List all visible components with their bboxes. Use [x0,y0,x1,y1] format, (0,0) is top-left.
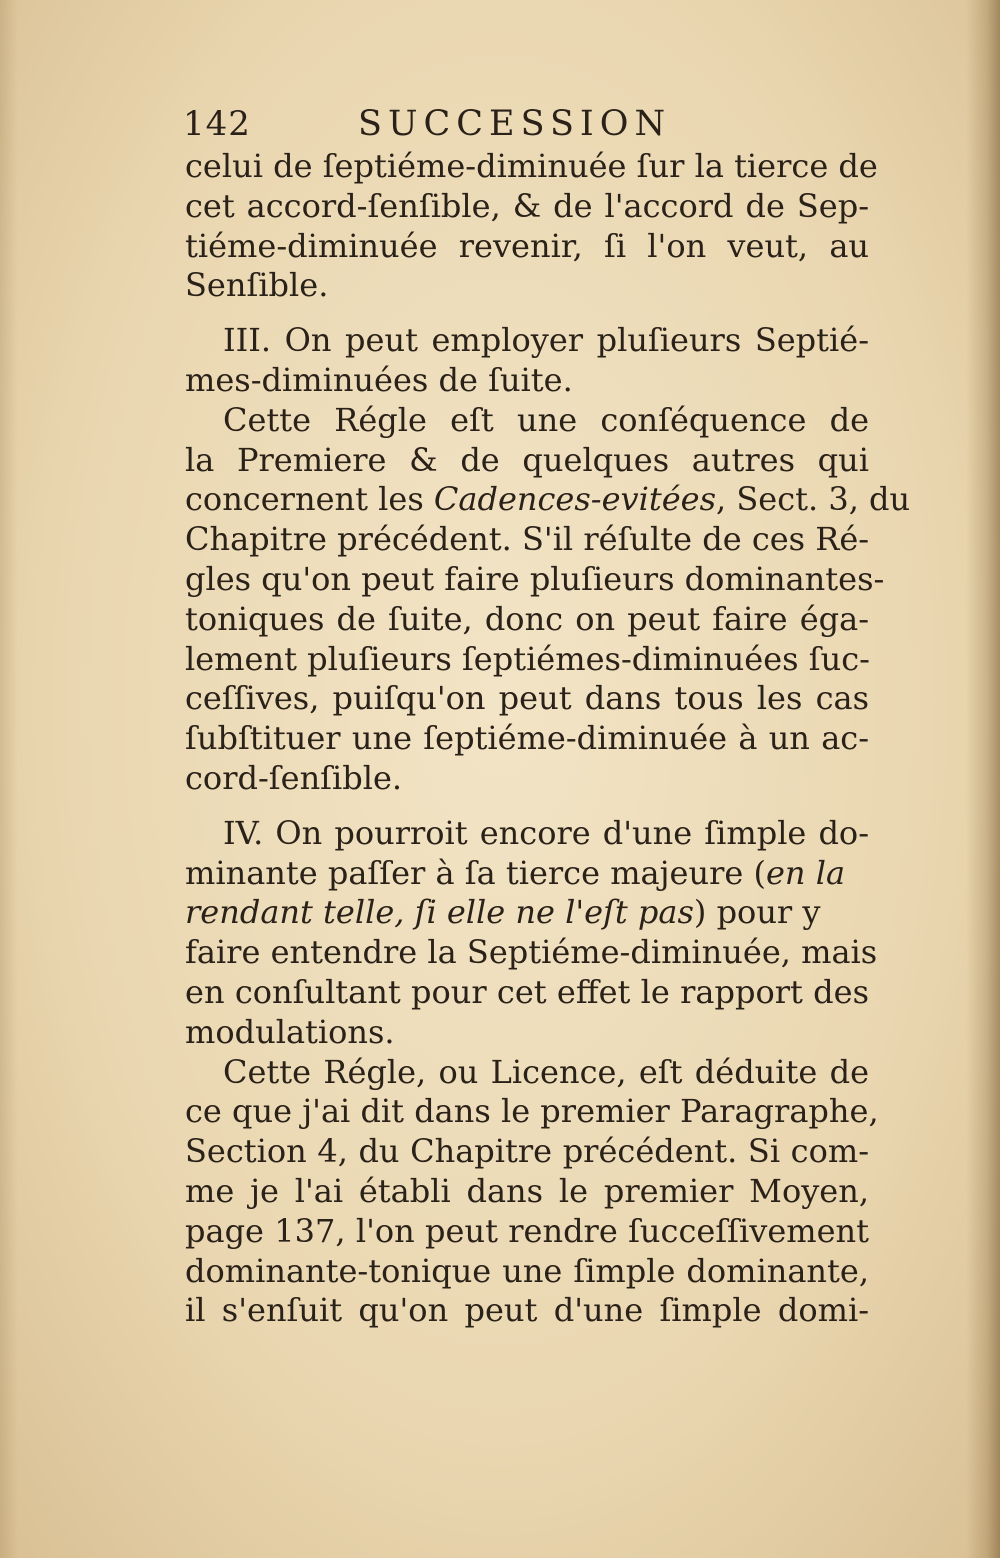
text-line: mes-diminuées de ſuite. [185,360,573,399]
page-edge-shadow-right [966,0,1000,1558]
text-line: rendant telle, ſi elle ne l'eſt pas) pour y [185,893,821,932]
text-line: cord-ſenſible. [185,758,403,797]
text-line: me je l'ai établi dans le premier Moyen, [185,1171,869,1210]
italic-phrase: rendant telle, ſi elle ne l'eſt pas [185,893,694,932]
text-line: cet accord-ſenſible, & de l'accord de Sep- [185,186,869,225]
running-title: SUCCESSION [358,104,672,144]
page-edge-shadow-left [0,0,18,1558]
text-line: lement pluſieurs ſeptiémes-diminuées ſuc- [185,639,870,678]
text-line: page 137, l'on peut rendre ſucceſſivement [185,1211,869,1250]
text-line: faire entendre la Septiéme-diminuée, mais [185,933,878,972]
text-line: ce que j'ai dit dans le premier Paragraphe, [185,1092,879,1131]
text-line: celui de ſeptiéme-diminuée ſur la tierce de [185,147,878,185]
text-line: Senſible. [185,266,329,305]
text-line: tiéme-diminuée revenir, ſi l'on veut, au [185,226,869,265]
text-line: minante paſſer à ſa tierce majeure (en la [185,853,846,892]
text-line: Cette Régle eſt une conſéquence de [223,400,869,439]
text-line: en conſultant pour cet effet le rapport des [185,972,869,1011]
body-text [185,147,911,1331]
page-number: 142 [183,104,251,144]
text-line: Cette Régle, ou Licence, eſt déduite de [223,1052,869,1091]
text-line: il s'enſuit qu'on peut d'une ſimple domi- [185,1291,869,1330]
text-line: ceſſives, puiſqu'on peut dans tous les cas [185,679,869,718]
text-line: concernent les Cadences-evitées, Sect. 3, du [185,480,911,519]
text-line: gles qu'on peut faire pluſieurs dominantes- [185,559,885,598]
text-line: dominante-tonique une ſimple dominante, [185,1251,869,1290]
text-line: ſubſtituer une ſeptiéme-diminuée à un ac- [185,719,869,758]
text-line: modulations. [185,1012,395,1051]
italic-phrase: en la [765,853,846,892]
text-line: Chapitre précédent. S'il réſulte de ces Ré- [185,520,870,559]
text-line: toniques de ſuite, donc on peut faire éga- [185,599,869,638]
text-line: III. On peut employer pluſieurs Septié- [223,321,869,360]
page-header [183,100,873,150]
italic-term: Cadences-evitées [433,480,716,519]
text-line: la Premiere & de quelques autres qui [185,440,869,479]
text-line: IV. On pourroit encore d'une ſimple do- [223,813,869,852]
text-line: Section 4, du Chapitre précédent. Si com- [185,1132,869,1171]
